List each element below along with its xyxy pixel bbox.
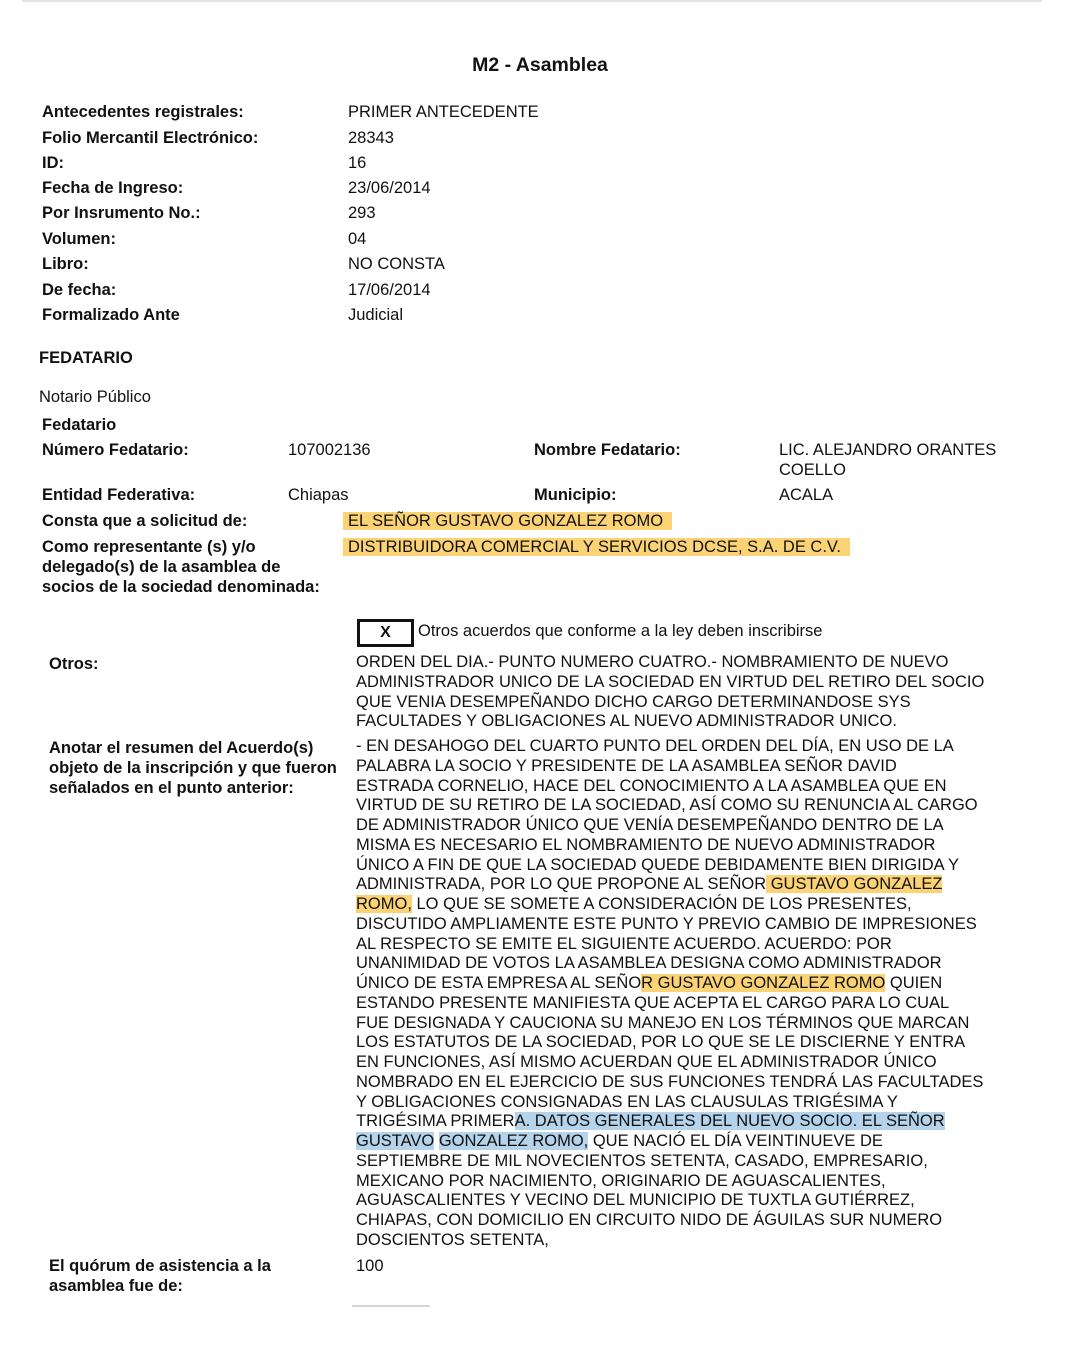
resumen-line: [356, 974, 983, 994]
resumen-text: QUIEN: [885, 974, 943, 992]
resumen-line: AL RESPECTO SE EMITE EL SIGUIENTE ACUERDO. ACUERDO: POR: [356, 934, 892, 953]
highlight-nombre: ROMO,: [356, 895, 412, 913]
resumen-line: - EN DESAHOGO DEL CUARTO PUNTO DEL ORDEN DEL DÍA, EN USO DE LA: [356, 737, 954, 755]
resumen-line: UNANIMIDAD DE VOTOS LA ASAMBLEA DESIGNA COMO ADMINISTRADOR: [356, 954, 942, 973]
field-label-de-fecha: De fecha:: [42, 281, 117, 299]
field-value-libro: NO CONSTA: [348, 255, 445, 273]
resumen-text: QUE NACIÓ EL DÍA VEINTINUEVE DE: [588, 1132, 883, 1150]
field-value-volumen: 04: [348, 230, 367, 248]
resumen-line: DISCUTIDO AMPLIAMENTE ESTE PUNTO Y PREVIO CAMBIO DE IMPRESIONES: [356, 914, 977, 933]
resumen-line: MISMA ES NECESARIO EL NOMBRAMIENTO DE NUEVO ADMINISTRADOR: [356, 835, 936, 854]
field-value-fecha-ingreso: 23/06/2014: [348, 179, 431, 197]
highlight-solicitud: EL SEÑOR GUSTAVO GONZALEZ ROMO: [343, 512, 672, 530]
field-label-representante: Como representante (s) y/o delegado(s) de la asamblea de socios de la sociedad denominada:: [42, 538, 320, 596]
fedatario-tipo: Notario Público: [39, 388, 151, 406]
field-value-id: 16: [348, 154, 367, 172]
otros-line: QUE VENIA DESEMPEÑANDO DICHO CARGO DETERMINANDOSE SYS: [356, 692, 911, 711]
field-value-nombre-fedatario: LIC. ALEJANDRO ORANTES COELLO: [779, 441, 997, 479]
resumen-text: ADMINISTRADA, POR LO QUE PROPONE AL SEÑOR: [356, 875, 767, 894]
field-value-quorum: 100: [356, 1257, 384, 1275]
resumen-line: ESTANDO PRESENTE MANIFIESTA QUE ACEPTA EL CARGO PARA LO CUAL: [356, 993, 950, 1012]
field-value-formalizado: Judicial: [348, 306, 404, 324]
resumen-text: ÚNICO DE ESTA EMPRESA AL SEÑO: [356, 974, 642, 992]
field-label-formalizado: Formalizado Ante: [42, 306, 180, 324]
resumen-line: ÚNICO A FIN DE QUE LA SOCIEDAD QUEDE DEBIDAMENTE BIEN DIRIGIDA Y: [356, 855, 959, 874]
fedatario-subheading: Fedatario: [42, 416, 117, 434]
resumen-line: AGUASCALIENTES Y VECINO DEL MUNICIPIO DE TUXTLA GUTIÉRREZ,: [356, 1191, 915, 1210]
field-label-antecedentes: Antecedentes registrales:: [42, 103, 244, 121]
resumen-line: MEXICANO POR NACIMIENTO, ORIGINARIO DE AGUASCALIENTES,: [356, 1171, 886, 1190]
resumen-line: LOS ESTATUTOS DE LA SOCIEDAD, POR LO QUE SE LE DISCIERNE Y ENTRA: [356, 1033, 966, 1052]
page-top-border: [22, 0, 1042, 2]
field-value-solicitud: [343, 511, 672, 531]
field-label-instrumento: Por Insrumento No.:: [42, 204, 201, 222]
resumen-line: SEPTIEMBRE DE MIL NOVECIENTOS SETENTA, CASADO, EMPRESARIO,: [356, 1151, 928, 1170]
field-label-fecha-ingreso: Fecha de Ingreso:: [42, 179, 184, 197]
field-label-otros: Otros:: [49, 655, 99, 673]
resumen-line: DE ADMINISTRADOR ÚNICO QUE VENÍA DESEMPEÑANDO DENTRO DE LA: [356, 816, 944, 834]
field-value-antecedentes: PRIMER ANTECEDENTE: [348, 103, 539, 121]
field-label-municipio: Municipio:: [534, 486, 617, 504]
resumen-line: [356, 875, 983, 895]
field-value-entidad: Chiapas: [288, 486, 349, 504]
resumen-text: LO QUE SE SOMETE A CONSIDERACIÓN DE LOS PRESENTES,: [411, 895, 912, 913]
field-label-nombre-fedatario: Nombre Fedatario:: [534, 441, 681, 459]
highlight-datos-generales: GUSTAVO: [356, 1132, 435, 1150]
resumen-text: TRIGÉSIMA PRIMER: [356, 1112, 515, 1131]
resumen-line: [356, 895, 983, 915]
resumen-line: Y OBLIGACIONES CONSIGNADAS EN LAS CLAUSULAS TRIGÉSIMA Y: [356, 1092, 898, 1111]
field-label-libro: Libro:: [42, 255, 89, 273]
resumen-line: CHIAPAS, CON DOMICILIO EN CIRCUITO NIDO DE ÁGUILAS SUR NUMERO: [356, 1211, 943, 1229]
highlight-datos-generales: A. DATOS GENERALES DEL NUEVO SOCIO. EL SEÑOR: [514, 1112, 945, 1131]
checkbox-label-otros-acuerdos: Otros acuerdos que conforme a la ley deben inscribirse: [418, 622, 823, 640]
resumen-line: [356, 1132, 983, 1152]
field-label-numero-fedatario: Número Fedatario:: [42, 441, 189, 459]
highlight-nombre: GUSTAVO GONZALEZ: [766, 875, 943, 894]
resumen-line: PALABRA LA SOCIO Y PRESIDENTE DE LA ASAMBLEA SEÑOR DAVID: [356, 756, 897, 775]
page-bottom-rule: [352, 1305, 430, 1307]
field-label-volumen: Volumen:: [42, 230, 116, 248]
resumen-line: VIRTUD DE SU RETIRO DE LA SOCIEDAD, ASÍ COMO SU RENUNCIA AL CARGO: [356, 796, 978, 815]
resumen-line: EN FUNCIONES, ASÍ MISMO ACUERDAN QUE EL ADMINISTRADOR ÚNICO: [356, 1053, 937, 1071]
highlight-representante: DISTRIBUIDORA COMERCIAL Y SERVICIOS DCSE, S.A. DE C.V.: [343, 538, 850, 556]
resumen-line: DOSCIENTOS SETENTA,: [356, 1230, 549, 1249]
section-heading-fedatario: FEDATARIO: [39, 349, 133, 367]
otros-line: ORDEN DEL DIA.- PUNTO NUMERO CUATRO.- NOMBRAMIENTO DE NUEVO: [356, 653, 949, 671]
resumen-line: FUE DESIGNADA Y CAUCIONA SU MANEJO EN LOS TÉRMINOS QUE MARCAN: [356, 1013, 970, 1032]
field-value-municipio: ACALA: [779, 486, 834, 504]
otros-line: ADMINISTRADOR UNICO DE LA SOCIEDAD EN VIRTUD DEL RETIRO DEL SOCIO: [356, 672, 985, 691]
resumen-line: ESTRADA CORNELIO, HACE DEL CONOCIMIENTO A LA ASAMBLEA QUE EN: [356, 776, 947, 795]
field-value-instrumento: 293: [348, 204, 376, 222]
checkbox-otros-acuerdos[interactable]: X: [357, 619, 414, 647]
field-label-folio: Folio Mercantil Electrónico:: [42, 129, 259, 147]
otros-line: FACULTADES Y OBLIGACIONES AL NUEVO ADMINISTRADOR UNICO.: [356, 712, 897, 731]
field-value-folio: 28343: [348, 129, 394, 147]
resumen-line: [356, 1112, 983, 1132]
field-value-numero-fedatario: 107002136: [288, 441, 371, 459]
page-title: M2 - Asamblea: [472, 54, 608, 76]
field-label-entidad: Entidad Federativa:: [42, 486, 196, 504]
resumen-line: NOMBRADO EN EL EJERCICIO DE SUS FUNCIONES TENDRÁ LAS FACULTADES: [356, 1072, 984, 1091]
highlight-nombre: R GUSTAVO GONZALEZ ROMO: [641, 974, 886, 992]
field-value-de-fecha: 17/06/2014: [348, 281, 431, 299]
field-label-solicitud: Consta que a solicitud de:: [42, 512, 248, 530]
field-label-id: ID:: [42, 154, 64, 172]
resumen-paragraph: [356, 737, 983, 1251]
otros-paragraph: [356, 653, 984, 732]
field-value-representante: [343, 537, 850, 557]
field-label-quorum: El quórum de asistencia a la asamblea fue de:: [49, 1257, 271, 1295]
highlight-datos-generales: GONZALEZ ROMO,: [438, 1132, 589, 1150]
field-label-resumen: Anotar el resumen del Acuerdo(s) objeto de la inscripción y que fueron señalados en el punto anterior:: [49, 739, 337, 797]
